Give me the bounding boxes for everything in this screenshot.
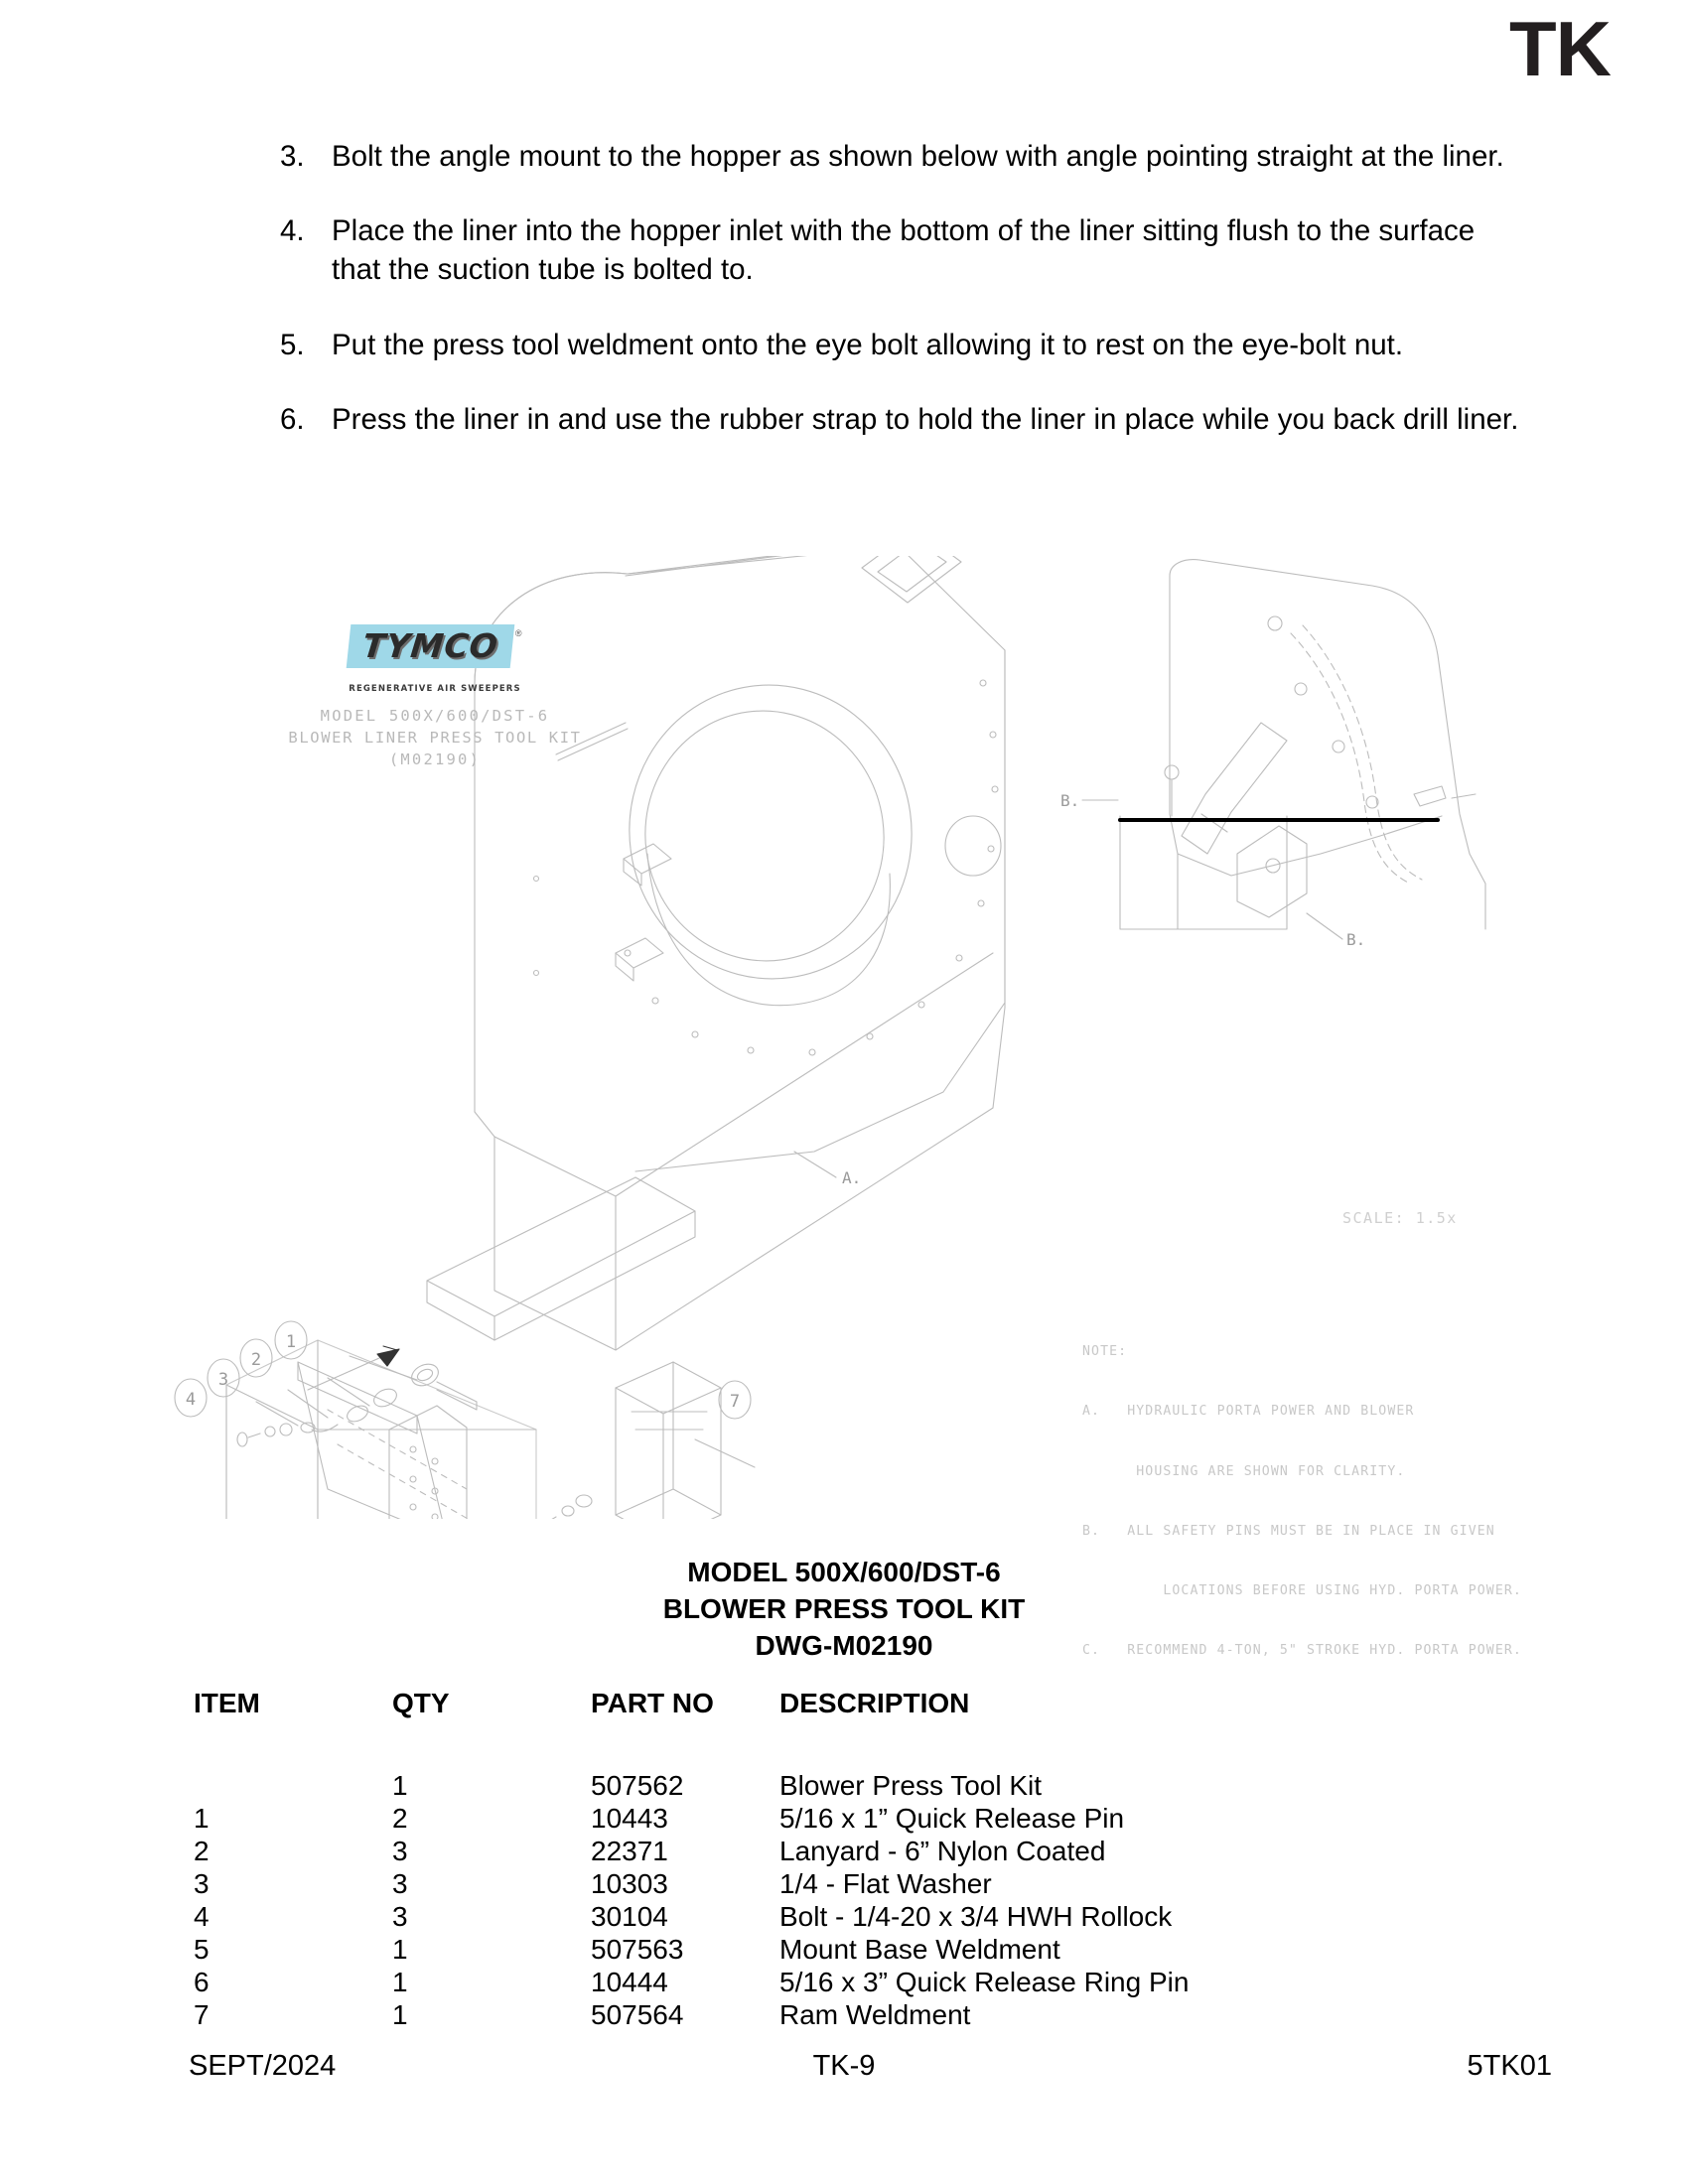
balloon-4: 4 bbox=[185, 1390, 197, 1410]
cell-description: 5/16 x 1” Quick Release Pin bbox=[779, 1803, 1125, 1835]
cell-part-no: 507563 bbox=[591, 1934, 684, 1966]
cell-item bbox=[194, 1769, 392, 1802]
balloon-3: 3 bbox=[217, 1370, 229, 1390]
cell-part-no: 30104 bbox=[591, 1901, 668, 1933]
tymco-logo-block bbox=[286, 620, 584, 770]
datum-label-b-right: B. bbox=[1346, 930, 1366, 949]
instruction-text: Put the press tool weldment onto the eye bolt allowing it to rest on the eye-bolt nut. bbox=[332, 328, 1404, 361]
cell-part-no: 507562 bbox=[591, 1770, 684, 1801]
table-row bbox=[194, 1769, 1504, 1802]
tymco-wordmark: TYMCO bbox=[346, 624, 514, 668]
instruction-text: Press the liner in and use the rubber strap to hold the liner in place while you back drill liner. bbox=[332, 402, 1519, 436]
table-row bbox=[194, 1933, 1504, 1966]
cell-item: 3 bbox=[194, 1868, 210, 1900]
column-header-part-no: PART NO bbox=[591, 1688, 714, 1718]
balloon-7: 7 bbox=[729, 1392, 741, 1412]
page-footer bbox=[0, 2050, 1688, 2096]
instruction-number: 4. bbox=[280, 214, 305, 248]
table-row bbox=[194, 1867, 1504, 1900]
cell-qty: 3 bbox=[392, 1868, 408, 1900]
assembly-title bbox=[0, 1554, 1688, 1665]
hardware-pin-group-upper bbox=[237, 1356, 477, 1446]
cell-qty: 1 bbox=[392, 1934, 408, 1966]
cell-qty: 3 bbox=[392, 1901, 408, 1933]
datum-label-b-left: B. bbox=[1060, 791, 1080, 810]
drawing-title-block-line3: (M02190) bbox=[388, 751, 482, 768]
cell-qty: 1 bbox=[392, 1999, 408, 2031]
assembly-title-line3: DWG-M02190 bbox=[755, 1630, 933, 1662]
scale-label: SCALE: 1.5x bbox=[1342, 1209, 1458, 1227]
footer-page-number: TK-9 bbox=[812, 2050, 876, 2082]
footer-doc-code: 5TK01 bbox=[1467, 2050, 1552, 2082]
table-row bbox=[194, 1966, 1504, 1998]
cell-description: Lanyard - 6” Nylon Coated bbox=[779, 1836, 1106, 1867]
balloon-2: 2 bbox=[250, 1350, 262, 1370]
cell-item: 4 bbox=[194, 1901, 210, 1933]
cell-qty: 3 bbox=[392, 1836, 408, 1867]
cell-item: 2 bbox=[194, 1836, 210, 1867]
ram-weldment bbox=[616, 1362, 755, 1519]
balloon-callouts bbox=[175, 1321, 751, 1519]
cell-description: Ram Weldment bbox=[779, 1999, 971, 2031]
cell-description: Bolt - 1/4-20 x 3/4 HWH Rollock bbox=[779, 1901, 1173, 1933]
assembly-title-line1: MODEL 500X/600/DST-6 bbox=[687, 1557, 1001, 1587]
assembly-title-line2: BLOWER PRESS TOOL KIT bbox=[662, 1593, 1026, 1625]
tymco-logo-icon bbox=[349, 620, 522, 682]
drawing-title-block-line1: MODEL 500X/600/DST-6 bbox=[320, 707, 550, 725]
note-line-a2: HOUSING ARE SHOWN FOR CLARITY. bbox=[1082, 1463, 1406, 1479]
table-header-row bbox=[194, 1688, 1504, 1769]
instruction-item bbox=[280, 326, 1526, 364]
note-line-a1: A. HYDRAULIC PORTA POWER AND BLOWER bbox=[1082, 1404, 1415, 1420]
table-row bbox=[194, 1900, 1504, 1933]
instruction-item bbox=[280, 211, 1526, 289]
cell-description: 5/16 x 3” Quick Release Ring Pin bbox=[779, 1967, 1190, 1998]
instruction-number: 5. bbox=[280, 328, 305, 361]
hardware-pin-group-lower bbox=[378, 1495, 683, 1519]
cell-qty: 1 bbox=[392, 1770, 408, 1801]
cell-description: Blower Press Tool Kit bbox=[779, 1770, 1043, 1801]
table-row bbox=[194, 1835, 1504, 1867]
cell-part-no: 10443 bbox=[591, 1803, 668, 1835]
datum-label-a-housing: A. bbox=[842, 1168, 862, 1187]
column-header-qty: QTY bbox=[392, 1688, 450, 1718]
drawing-title-block bbox=[286, 705, 584, 770]
parts-list-table bbox=[194, 1688, 1504, 2031]
note-line-b2: LOCATIONS BEFORE USING HYD. PORTA POWER. bbox=[1082, 1582, 1522, 1598]
table-row bbox=[194, 1802, 1504, 1835]
instruction-number: 6. bbox=[280, 402, 305, 436]
cell-qty: 2 bbox=[392, 1803, 408, 1835]
cell-part-no: 507564 bbox=[591, 1999, 684, 2031]
cell-item: 5 bbox=[194, 1934, 210, 1966]
column-header-description: DESCRIPTION bbox=[779, 1688, 970, 1718]
instruction-list bbox=[280, 137, 1526, 475]
note-heading: NOTE: bbox=[1082, 1344, 1128, 1360]
footer-date: SEPT/2024 bbox=[189, 2050, 337, 2082]
cell-part-no: 22371 bbox=[591, 1836, 668, 1867]
instruction-text: Place the liner into the hopper inlet with the bottom of the liner sitting flush to the surface that the suction tube is bolted to. bbox=[332, 214, 1476, 287]
instruction-item bbox=[280, 400, 1526, 439]
cell-item: 6 bbox=[194, 1967, 210, 1998]
drawing-title-block-line2: BLOWER LINER PRESS TOOL KIT bbox=[288, 729, 582, 747]
cell-description: 1/4 - Flat Washer bbox=[779, 1868, 992, 1900]
table-row bbox=[194, 1998, 1504, 2031]
page-section-code: TK bbox=[1509, 5, 1611, 92]
cell-item: 7 bbox=[194, 1999, 210, 2031]
balloon-1: 1 bbox=[285, 1332, 297, 1352]
cell-part-no: 10444 bbox=[591, 1967, 668, 1998]
hopper-section-view bbox=[1082, 560, 1485, 939]
registered-trademark-icon: ® bbox=[514, 628, 522, 638]
tymco-tagline: REGENERATIVE AIR SWEEPERS bbox=[349, 684, 521, 694]
instruction-text: Bolt the angle mount to the hopper as shown below with angle pointing straight at the liner. bbox=[332, 140, 1504, 173]
cell-item: 1 bbox=[194, 1803, 210, 1835]
note-line-c1: C. RECOMMEND 4-TON, 5" STROKE HYD. PORTA POWER. bbox=[1082, 1643, 1522, 1659]
column-header-item: ITEM bbox=[194, 1688, 260, 1718]
note-line-b1: B. ALL SAFETY PINS MUST BE IN PLACE IN GIVEN bbox=[1082, 1523, 1495, 1539]
cell-part-no: 10303 bbox=[591, 1868, 668, 1900]
cell-description: Mount Base Weldment bbox=[779, 1934, 1060, 1966]
datum-leaders bbox=[774, 1152, 836, 1519]
instruction-number: 3. bbox=[280, 140, 305, 173]
instruction-item bbox=[280, 137, 1526, 176]
cell-qty: 1 bbox=[392, 1967, 408, 1998]
